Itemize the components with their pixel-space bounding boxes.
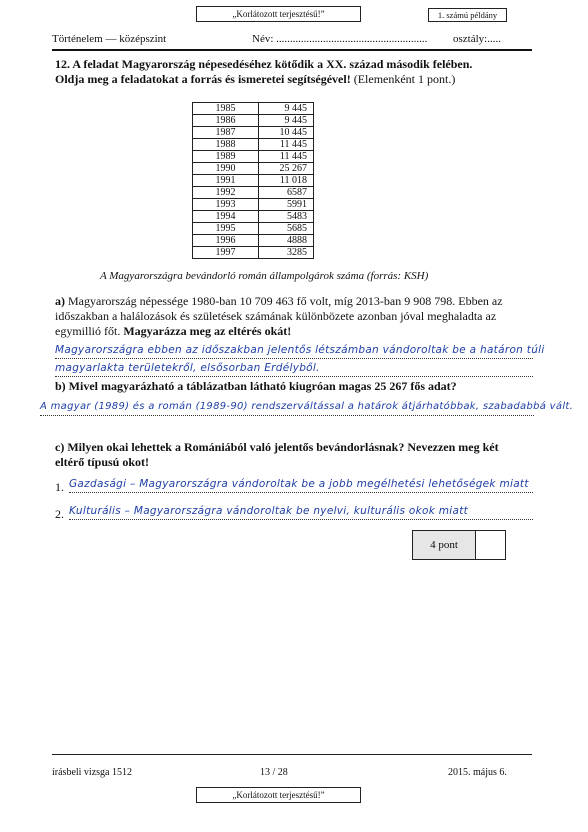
- question-a-prefix: a): [55, 294, 65, 308]
- restricted-distribution-footer: „Korlátozott terjesztésű!”: [196, 787, 361, 803]
- table-row: [193, 211, 314, 223]
- value-cell: 5991: [259, 199, 314, 211]
- question-a-line2: időszakban a halálozások és születések számának különbözete azonban jóval meghaladta az: [55, 309, 497, 323]
- item-number: 1.: [55, 480, 64, 494]
- class-field[interactable]: [453, 33, 501, 45]
- year-cell: 1996: [193, 235, 259, 247]
- name-dots: .......................................................: [276, 33, 428, 45]
- task-instruction: Oldja meg a feladatokat a forrás és ismeretei segítségével!: [55, 72, 351, 86]
- subject-label: Történelem — középszint: [52, 33, 167, 45]
- item-number: 2.: [55, 507, 64, 521]
- table-row: [193, 223, 314, 235]
- year-cell: 1987: [193, 127, 259, 139]
- footer-divider: [52, 754, 532, 755]
- points-box: [412, 530, 506, 560]
- year-cell: 1997: [193, 247, 259, 259]
- table-row: [193, 139, 314, 151]
- question-a-instruction: Magyarázza meg az eltérés okát!: [123, 324, 292, 338]
- value-cell: 5685: [259, 223, 314, 235]
- value-cell: 5483: [259, 211, 314, 223]
- header-divider: [52, 49, 532, 51]
- immigration-table: [192, 102, 314, 259]
- table-caption: A Magyarországra bevándorló román állampolgárok száma (forrás: KSH): [100, 270, 429, 282]
- task-title-line1: 12. A feladat Magyarország népesedéséhez kötődik a XX. század második felében.: [55, 57, 473, 71]
- value-cell: 25 267: [259, 163, 314, 175]
- year-cell: 1995: [193, 223, 259, 235]
- table-row: [193, 247, 314, 259]
- year-cell: 1989: [193, 151, 259, 163]
- question-b: b) Mivel magyarázható a táblázatban látható kiugróan magas 25 267 fős adat?: [55, 379, 457, 393]
- year-cell: 1988: [193, 139, 259, 151]
- table-row: [193, 103, 314, 115]
- answer-c2[interactable]: Kulturális – Magyarországra vándoroltak be nyelvi, kulturális okok miatt: [69, 505, 533, 520]
- page-number: 13 / 28: [260, 767, 288, 778]
- question-c-line2: eltérő típusú okot!: [55, 455, 149, 469]
- table-row: [193, 127, 314, 139]
- exam-date: 2015. május 6.: [448, 767, 507, 778]
- name-label: Név:: [252, 33, 274, 45]
- table-row: [193, 199, 314, 211]
- class-dots: .....: [487, 33, 501, 45]
- points-label: 4 pont: [413, 531, 476, 559]
- question-c-line1: c) Milyen okai lehettek a Romániából való jelentős bevándorlásnak? Nevezzen meg két: [55, 440, 499, 454]
- value-cell: 10 445: [259, 127, 314, 139]
- table-row: [193, 235, 314, 247]
- exam-code: írásbeli vizsga 1512: [52, 767, 132, 778]
- answer-a-line1[interactable]: Magyarországra ebben az időszakban jelentős létszámban vándoroltak be a határon túli: [55, 344, 533, 359]
- restricted-distribution-label: „Korlátozott terjesztésű!”: [196, 6, 361, 22]
- value-cell: 11 018: [259, 175, 314, 187]
- year-cell: 1991: [193, 175, 259, 187]
- table-row: [193, 115, 314, 127]
- year-cell: 1990: [193, 163, 259, 175]
- points-score-field[interactable]: [476, 531, 505, 559]
- question-a-text3: egymillió főt.: [55, 324, 121, 338]
- task-title-line2: [55, 72, 455, 87]
- value-cell: 11 445: [259, 151, 314, 163]
- class-label: osztály:: [453, 33, 488, 45]
- answer-c1[interactable]: Gazdasági – Magyarországra vándoroltak be a jobb megélhetési lehetőségek miatt: [69, 478, 533, 493]
- year-cell: 1986: [193, 115, 259, 127]
- task-points-note: (Elemenként 1 pont.): [353, 72, 456, 86]
- table-row: [193, 151, 314, 163]
- year-cell: 1992: [193, 187, 259, 199]
- table-row: [193, 187, 314, 199]
- value-cell: 3285: [259, 247, 314, 259]
- answer-a-line2[interactable]: magyarlakta területekről, elsősorban Erdélyből.: [55, 362, 533, 377]
- table-row: [193, 175, 314, 187]
- copy-number-label: 1. számú példány: [428, 8, 507, 22]
- year-cell: 1994: [193, 211, 259, 223]
- value-cell: 9 445: [259, 115, 314, 127]
- year-cell: 1993: [193, 199, 259, 211]
- value-cell: 9 445: [259, 103, 314, 115]
- question-a-line3: [55, 324, 291, 339]
- value-cell: 11 445: [259, 139, 314, 151]
- year-cell: 1985: [193, 103, 259, 115]
- value-cell: 4888: [259, 235, 314, 247]
- answer-b[interactable]: A magyar (1989) és a román (1989-90) rendszerváltással a határok átjárhatóbbak, szabadabbá vált.: [40, 401, 534, 416]
- question-a-line1: [55, 294, 533, 309]
- question-a-text1: Magyarország népessége 1980-ban 10 709 463 fő volt, míg 2013-ban 9 908 798. Ebben az: [68, 294, 503, 308]
- value-cell: 6587: [259, 187, 314, 199]
- name-field[interactable]: [252, 33, 427, 45]
- table-row: [193, 163, 314, 175]
